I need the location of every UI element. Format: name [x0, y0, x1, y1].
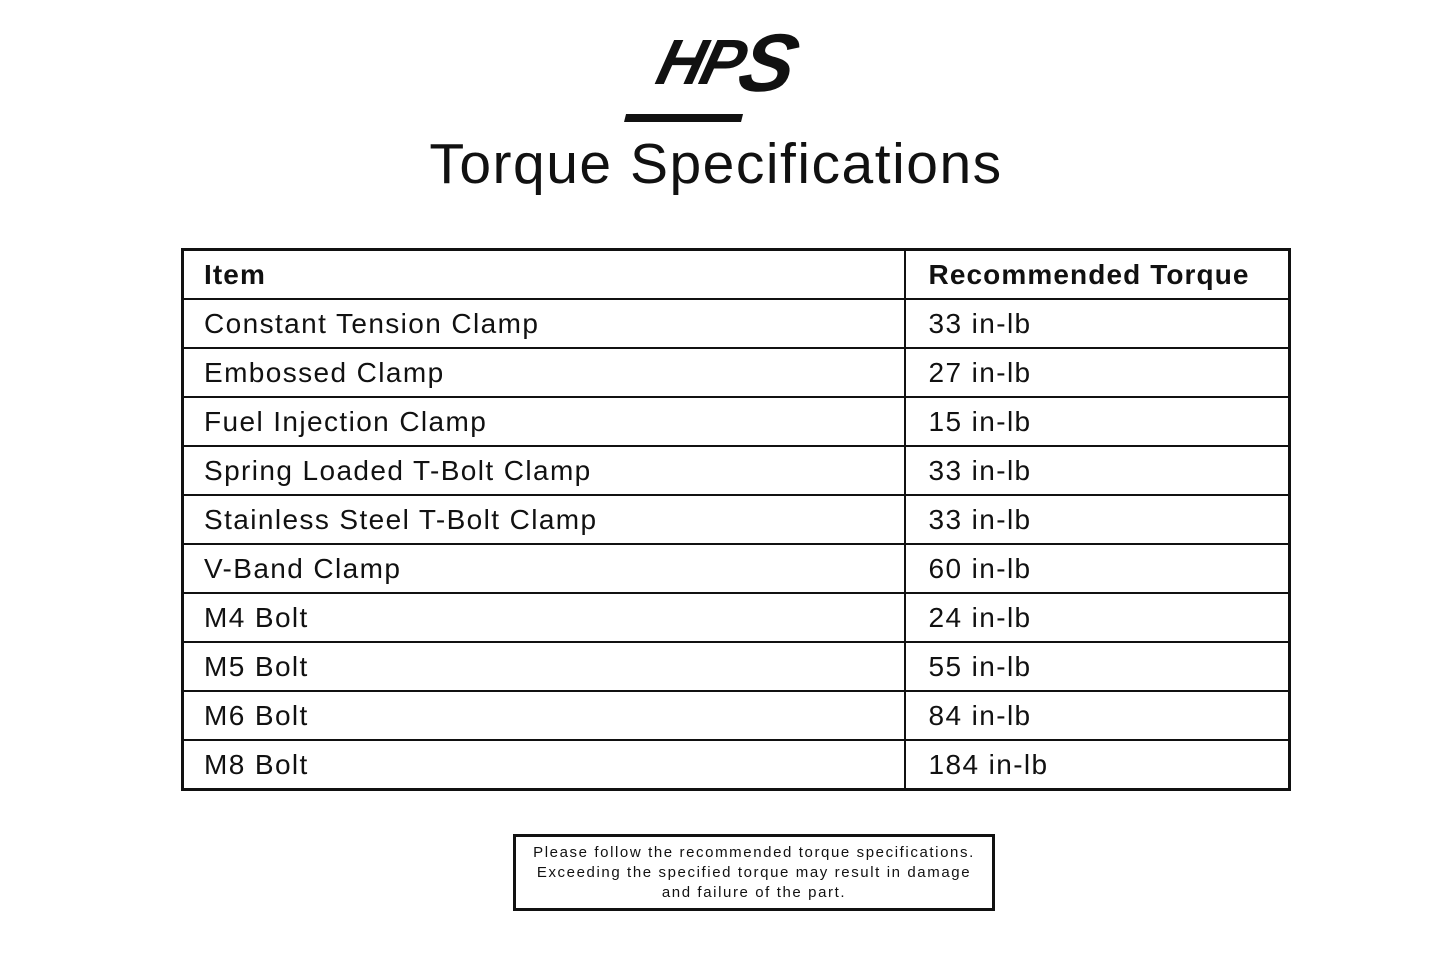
item-cell: Constant Tension Clamp [183, 299, 905, 348]
table-row [183, 544, 1290, 593]
torque-cell: 60 in-lb [905, 544, 1290, 593]
hps-logo-mark [629, 18, 816, 126]
note-line: Exceeding the specified torque may result in damage [536, 863, 972, 881]
item-cell: Fuel Injection Clamp [183, 397, 905, 446]
column-header-item: Item [183, 250, 905, 300]
torque-spec-table [181, 248, 1291, 791]
table-row [183, 348, 1290, 397]
item-cell: V-Band Clamp [183, 544, 905, 593]
logo-text-s: S [730, 18, 805, 109]
item-cell: M5 Bolt [183, 642, 905, 691]
page-title: Torque Specifications [429, 132, 1003, 196]
item-cell: M8 Bolt [183, 740, 905, 790]
column-header-torque: Recommended Torque [905, 250, 1290, 300]
table-row [183, 495, 1290, 544]
table-row [183, 593, 1290, 642]
logo-underline [624, 114, 743, 122]
torque-cell: 24 in-lb [905, 593, 1290, 642]
item-cell: M4 Bolt [183, 593, 905, 642]
torque-cell: 33 in-lb [905, 495, 1290, 544]
table-row [183, 446, 1290, 495]
torque-warning-note [513, 834, 995, 911]
torque-cell: 33 in-lb [905, 299, 1290, 348]
table-header-row [183, 250, 1290, 300]
item-cell: Spring Loaded T-Bolt Clamp [183, 446, 905, 495]
note-line: Please follow the recommended torque specifications. [533, 843, 975, 861]
table-row [183, 740, 1290, 790]
note-line: and failure of the part. [661, 883, 847, 901]
table-row [183, 299, 1290, 348]
table-row [183, 691, 1290, 740]
table-row [183, 397, 1290, 446]
torque-cell: 15 in-lb [905, 397, 1290, 446]
item-cell: Embossed Clamp [183, 348, 905, 397]
hps-logo [0, 18, 1445, 126]
torque-cell: 27 in-lb [905, 348, 1290, 397]
item-cell: M6 Bolt [183, 691, 905, 740]
torque-cell: 55 in-lb [905, 642, 1290, 691]
torque-cell: 33 in-lb [905, 446, 1290, 495]
torque-cell: 84 in-lb [905, 691, 1290, 740]
table-row [183, 642, 1290, 691]
torque-cell: 184 in-lb [905, 740, 1290, 790]
logo-text-hp: HP [650, 26, 752, 98]
item-cell: Stainless Steel T-Bolt Clamp [183, 495, 905, 544]
